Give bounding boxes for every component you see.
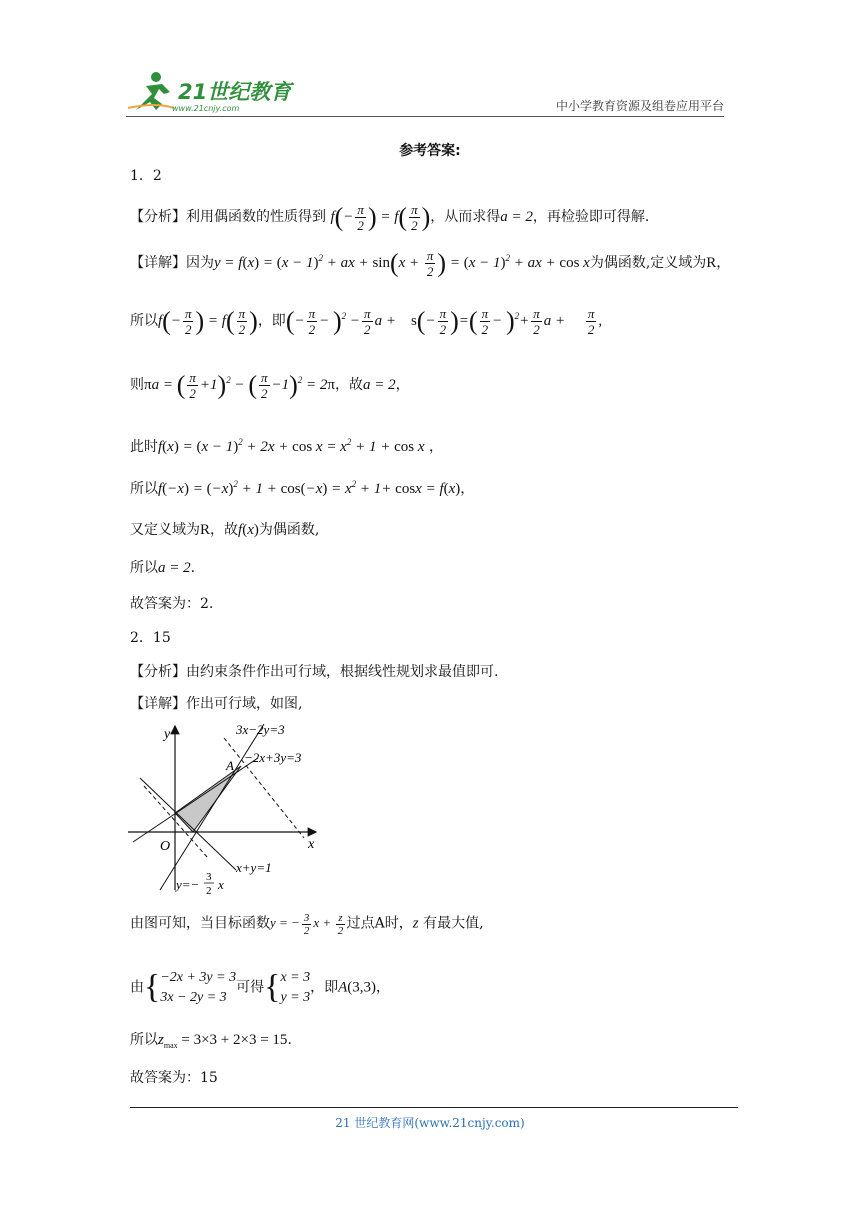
q1-detail-formula: $y = f(x) = (x - 1)^2$ + ax + sin(x + $\frac{\pi}{2}$ ) = $(x - 1)^2$ + ax + cos x xyxy=(214,248,590,280)
q1-line7: 又定义域为R，故f(x)为偶函数, xyxy=(130,522,320,538)
q1-line3-formula-2: (− $\frac{\pi}{2}$ − )$^2$ − $\frac{\pi}{2}$ a + s(− $\frac{\pi}{2}$ )=( $\frac{\pi}{2}$ − )$^2$+ $\frac{\pi}{2}$ a + $\frac{\pi}{2}$ , xyxy=(285,306,603,338)
q2-system-2: { x = 3 y = 3 xyxy=(264,969,311,1006)
q1-analysis-tag: 【分析】 xyxy=(130,208,186,225)
q1-line6-text: 所以 xyxy=(130,481,158,497)
q1-answer: 故答案为：2. xyxy=(130,596,214,612)
q1-line4: 则πa = ( $\frac{\pi}{2}$ +1)$^2$ − ( $\frac{\pi}{2}$ −1)$^2$ = 2π，故a = 2， xyxy=(130,370,410,402)
line-label-y-den: 2 xyxy=(206,885,212,895)
q1-a-value: a = 2 xyxy=(500,208,533,225)
logo-url: www.21cnjy.com xyxy=(172,104,240,113)
q1-line4-formula: πa = ( $\frac{\pi}{2}$ +1)$^2$ − ( $\frac{\pi}{2}$ −1)$^2$ = 2π xyxy=(144,370,335,402)
q1-detail-text-2: 为偶函数,定义域为 xyxy=(589,255,707,271)
q2-line2-text-2: 可得 xyxy=(236,979,265,996)
point-a-label: A xyxy=(226,758,234,773)
q2-detail-text: 作出可行域，如图, xyxy=(186,696,303,712)
q2-line2-text: 由 xyxy=(130,979,144,996)
q1-line6-formula: $f(-x) = (-x)^2 + 1 + \cos(-x) = x^2 + 1+ \cos x = f(x)$ xyxy=(158,479,461,497)
q1-detail-text: 因为 xyxy=(186,255,214,271)
axis-label-y: y xyxy=(164,727,171,742)
q2-analysis xyxy=(130,662,498,682)
q1-line3 xyxy=(130,306,602,337)
q2-max-formula: $z_{max} = 3\times 3 + 2\times 3 = 15$ xyxy=(158,1032,288,1050)
line-label-y-suffix: x xyxy=(218,877,224,892)
q1-line5-formula: $f(x) = (x - 1)^2 + 2x + \cos x = x^2 + 1 + \cos x$ xyxy=(158,437,425,455)
q2-line1-text-2: 过点A时， xyxy=(346,915,413,932)
q2-detail-tag: 【详解】 xyxy=(130,696,186,712)
q1-line4-text: 则 xyxy=(130,377,144,393)
q1-analysis xyxy=(130,202,649,233)
q1-line3-text: 所以 xyxy=(130,313,158,329)
q1-line8-text: 所以 xyxy=(130,560,158,576)
q2-system-1: { −2x + 3y = 3 3x − 2y = 3 xyxy=(144,969,237,1006)
q2-analysis-text: 由约束条件作出可行域，根据线性规划求最值即可. xyxy=(186,664,499,680)
q2-line1-text: 由图可知，当目标函数 xyxy=(130,915,270,932)
q2-answer: 故答案为：15 xyxy=(130,1070,218,1086)
footer-divider xyxy=(130,1107,738,1108)
q2-line1: 由图可知，当目标函数y = − $\frac{3}{2}$ x + $\frac{z}{2}$ 过点A时，z 有最大值, xyxy=(130,912,484,937)
q2-line1-text-3: 有最大值, xyxy=(423,915,484,932)
q1-line7-formula: f(x) xyxy=(238,522,259,538)
q1-analysis-formula: f(− $\frac{\pi}{2}$ ) = f( $\frac{\pi}{2}$ ) xyxy=(330,202,431,233)
platform-name: 中小学教育资源及组卷应用平台 xyxy=(555,99,724,113)
line-label-3x-2y: 3x−2y=3 xyxy=(236,722,285,737)
q1-detail-tag: 【详解】 xyxy=(130,255,186,271)
q1-line5: 此时$f(x) = (x - 1)^2 + 2x + \cos x = x^2 + 1 + \cos x$ ， xyxy=(130,437,443,455)
line-label-x-y: x+y=1 xyxy=(236,860,272,875)
q2-line3: 所以$z_{max} = 3\times 3 + 2\times 3 = 15$. xyxy=(130,1032,292,1050)
q1-line3-text-2: ，即 xyxy=(257,313,286,329)
q2-detail xyxy=(130,694,302,714)
q2-number: 2．15 xyxy=(130,630,171,646)
header-divider xyxy=(126,116,724,117)
q1-line8: 所以a = 2. xyxy=(130,560,196,576)
q1-line5-text: 此时 xyxy=(130,439,158,455)
line-label-y-prefix: y=− xyxy=(176,877,200,892)
q2-line2: 由{ −2x + 3y = 3 3x − 2y = 3 可得{ x = 3 y = 3 ，即A(3,3)， xyxy=(130,969,391,1006)
q1-line6: 所以$f(-x) = (-x)^2 + 1 + \cos(-x) = x^2 + 1+ \cos x = f(x)$， xyxy=(130,479,475,497)
feasible-region-figure xyxy=(128,720,338,895)
q2-line2-text-3: ，即 xyxy=(310,979,339,996)
q2-objective-formula: y = − $\frac{3}{2}$ x + $\frac{z}{2}$ xyxy=(270,912,344,937)
q2-analysis-tag: 【分析】 xyxy=(130,664,186,680)
q1-detail: 【详解】因为$y = f(x) = (x - 1)^2$ + ax + sin(x + $\frac{\pi}{2}$ ) = $(x - 1)^2$ + ax + cos x为偶函数,定义域为R， xyxy=(130,248,731,280)
q1-line4-text-2: ，故 xyxy=(335,377,363,393)
q1-line3-formula: f(− $\frac{\pi}{2}$ ) = f( $\frac{\pi}{2}$ ) xyxy=(158,306,258,338)
line-label-neg2x-3y: −2x+3y=3 xyxy=(244,750,302,765)
axis-label-x: x xyxy=(308,837,315,852)
q1-line7-text-3: 为偶函数, xyxy=(258,522,320,538)
q1-analysis-text-2: ，从而求得 xyxy=(430,208,501,225)
q2-line3-text: 所以 xyxy=(130,1032,158,1048)
q1-line7-text: 又定义域为 xyxy=(130,522,200,538)
origin-label: O xyxy=(160,839,171,854)
line-label-y-num: 3 xyxy=(206,871,212,883)
logo-text: 21世纪教育 xyxy=(178,80,292,104)
page-title: 参考答案: xyxy=(399,143,461,159)
footer-link[interactable]: 21 世纪教育网(www.21cnjy.com) xyxy=(335,1116,525,1130)
q1-analysis-text-3: ，再检验即可得解. xyxy=(532,208,650,225)
q1-line7-text-2: ，故 xyxy=(210,522,239,538)
q1-analysis-text: 利用偶函数的性质得到 xyxy=(186,208,326,225)
q1-number: 1．2 xyxy=(130,168,162,184)
